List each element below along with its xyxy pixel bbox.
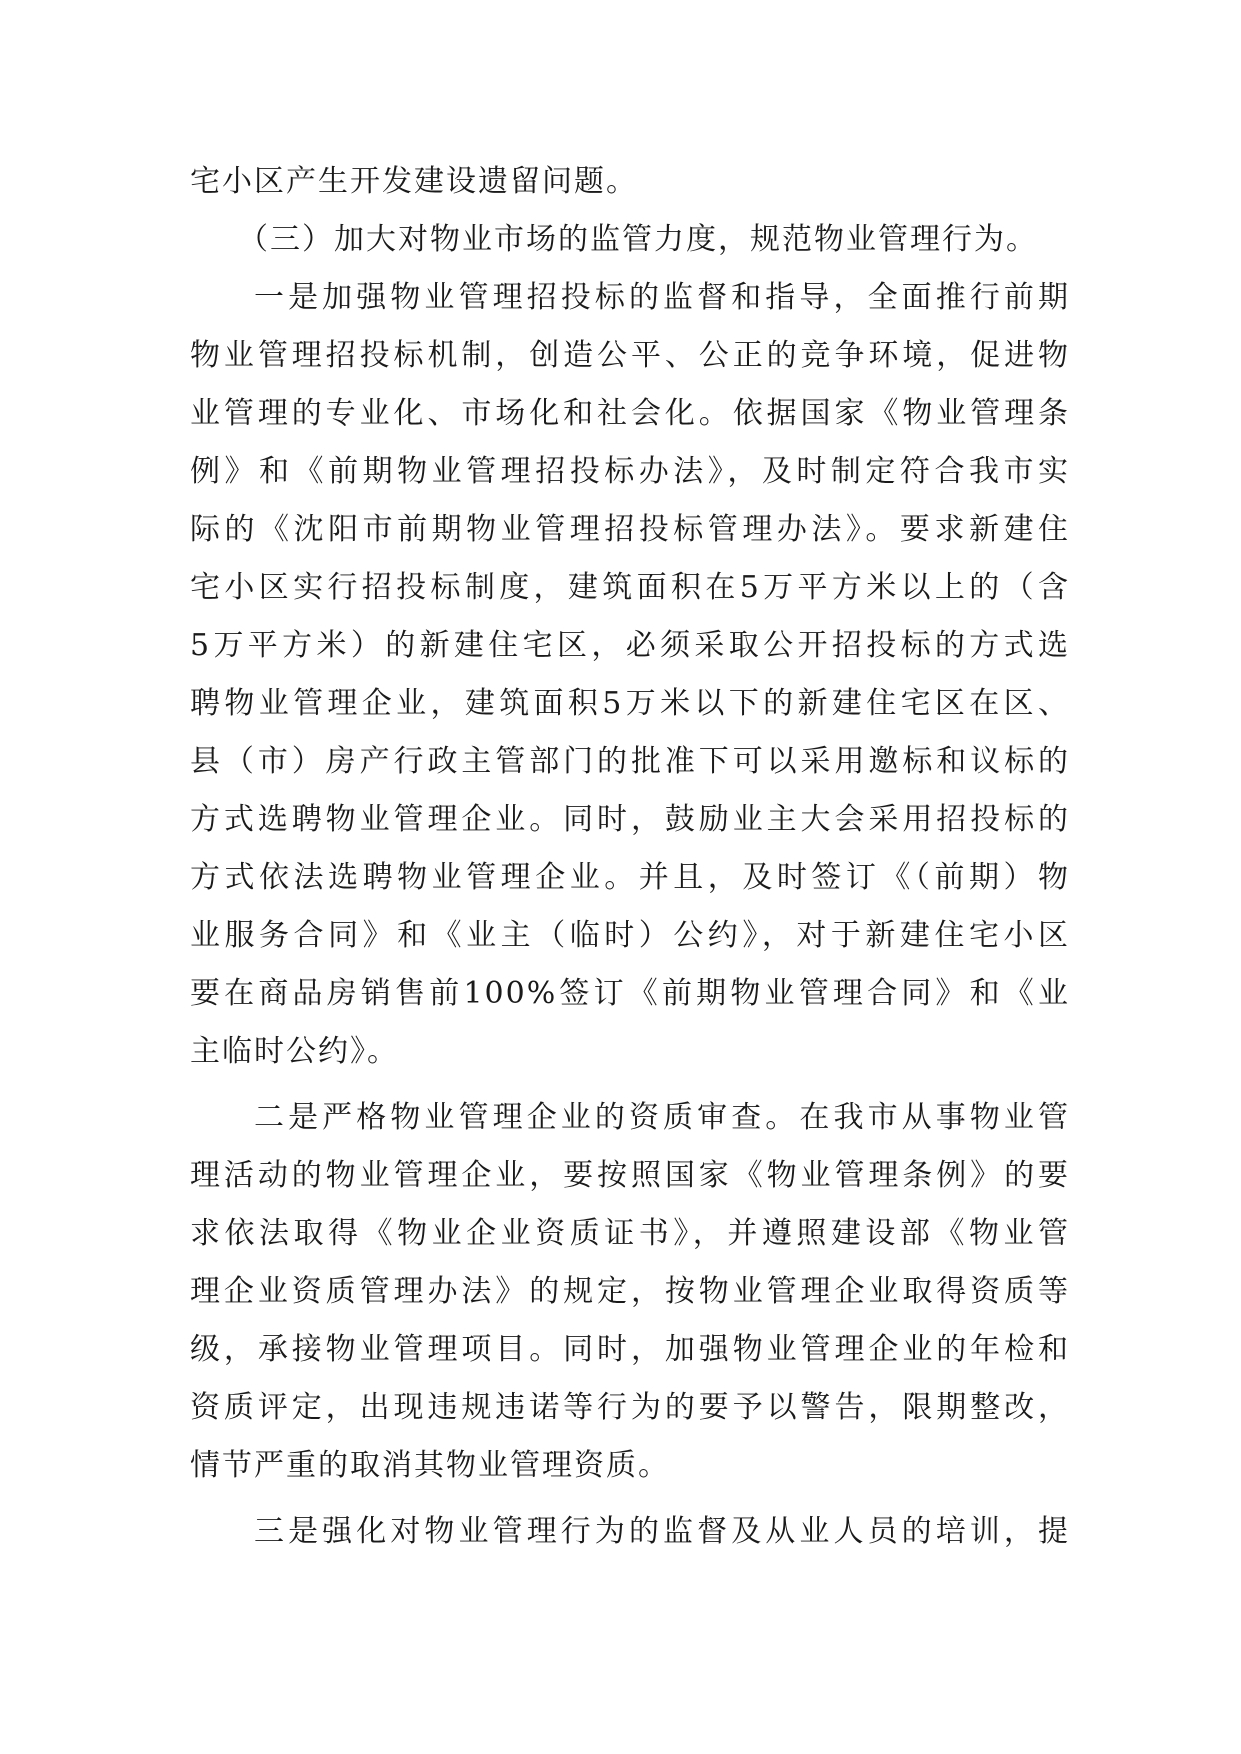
- document-body: [190, 153, 1070, 1561]
- paragraph: [190, 1503, 1070, 1561]
- text-line: 方式选聘物业管理企业。同时，鼓励业主大会采用招投标的: [190, 802, 1070, 837]
- text-line: 聘物业管理企业，建筑面积5万米以下的新建住宅区在区、: [190, 686, 1070, 721]
- text-line: 一是加强物业管理招投标的监督和指导，全面推行前期: [254, 280, 1070, 315]
- paragraph-gap: [190, 1081, 1070, 1089]
- paragraph: [190, 1089, 1070, 1495]
- text-line: 理企业资质管理办法》的规定，按物业管理企业取得资质等: [190, 1274, 1070, 1309]
- paragraph-gap: [190, 1495, 1070, 1503]
- text-line: 资质评定，出现违规违诺等行为的要予以警告，限期整改，: [190, 1390, 1070, 1425]
- text-line: 二是严格物业管理企业的资质审查。在我市从事物业管: [254, 1100, 1070, 1135]
- text-line: 际的《沈阳市前期物业管理招投标管理办法》。要求新建住: [190, 512, 1070, 547]
- text-line: 理活动的物业管理企业，要按照国家《物业管理条例》的要: [190, 1158, 1070, 1193]
- text-line: 主临时公约》。: [190, 1034, 399, 1069]
- paragraph: [190, 269, 1070, 1081]
- text-line: 方式依法选聘物业管理企业。并且，及时签订《（前期）物: [190, 860, 1070, 895]
- text-line: 物业管理招投标机制，创造公平、公正的竞争环境，促进物: [190, 338, 1070, 373]
- text-line: 宅小区产生开发建设遗留问题。: [190, 164, 638, 199]
- text-line: 宅小区实行招投标制度，建筑面积在5万平方米以上的（含: [190, 570, 1070, 605]
- section-heading: [190, 211, 1070, 269]
- text-line: 业服务合同》和《业主（临时）公约》，对于新建住宅小区: [190, 918, 1070, 953]
- text-line: 级，承接物业管理项目。同时，加强物业管理企业的年检和: [190, 1332, 1070, 1367]
- text-line: 要在商品房销售前100%签订《前期物业管理合同》和《业: [190, 976, 1070, 1011]
- text-line: 5万平方米）的新建住宅区，必须采取公开招投标的方式选: [190, 628, 1070, 663]
- text-line: 三是强化对物业管理行为的监督及从业人员的培训，提: [254, 1514, 1070, 1549]
- text-line: 县（市）房产行政主管部门的批准下可以采用邀标和议标的: [190, 744, 1070, 779]
- text-line: （三）加大对物业市场的监管力度，规范物业管理行为。: [238, 222, 1038, 257]
- paragraph: [190, 153, 1070, 211]
- text-line: 情节严重的取消其物业管理资质。: [190, 1448, 670, 1483]
- text-line: 求依法取得《物业企业资质证书》，并遵照建设部《物业管: [190, 1216, 1070, 1251]
- text-line: 业管理的专业化、市场化和社会化。依据国家《物业管理条: [190, 396, 1070, 431]
- text-line: 例》和《前期物业管理招投标办法》，及时制定符合我市实: [190, 454, 1070, 489]
